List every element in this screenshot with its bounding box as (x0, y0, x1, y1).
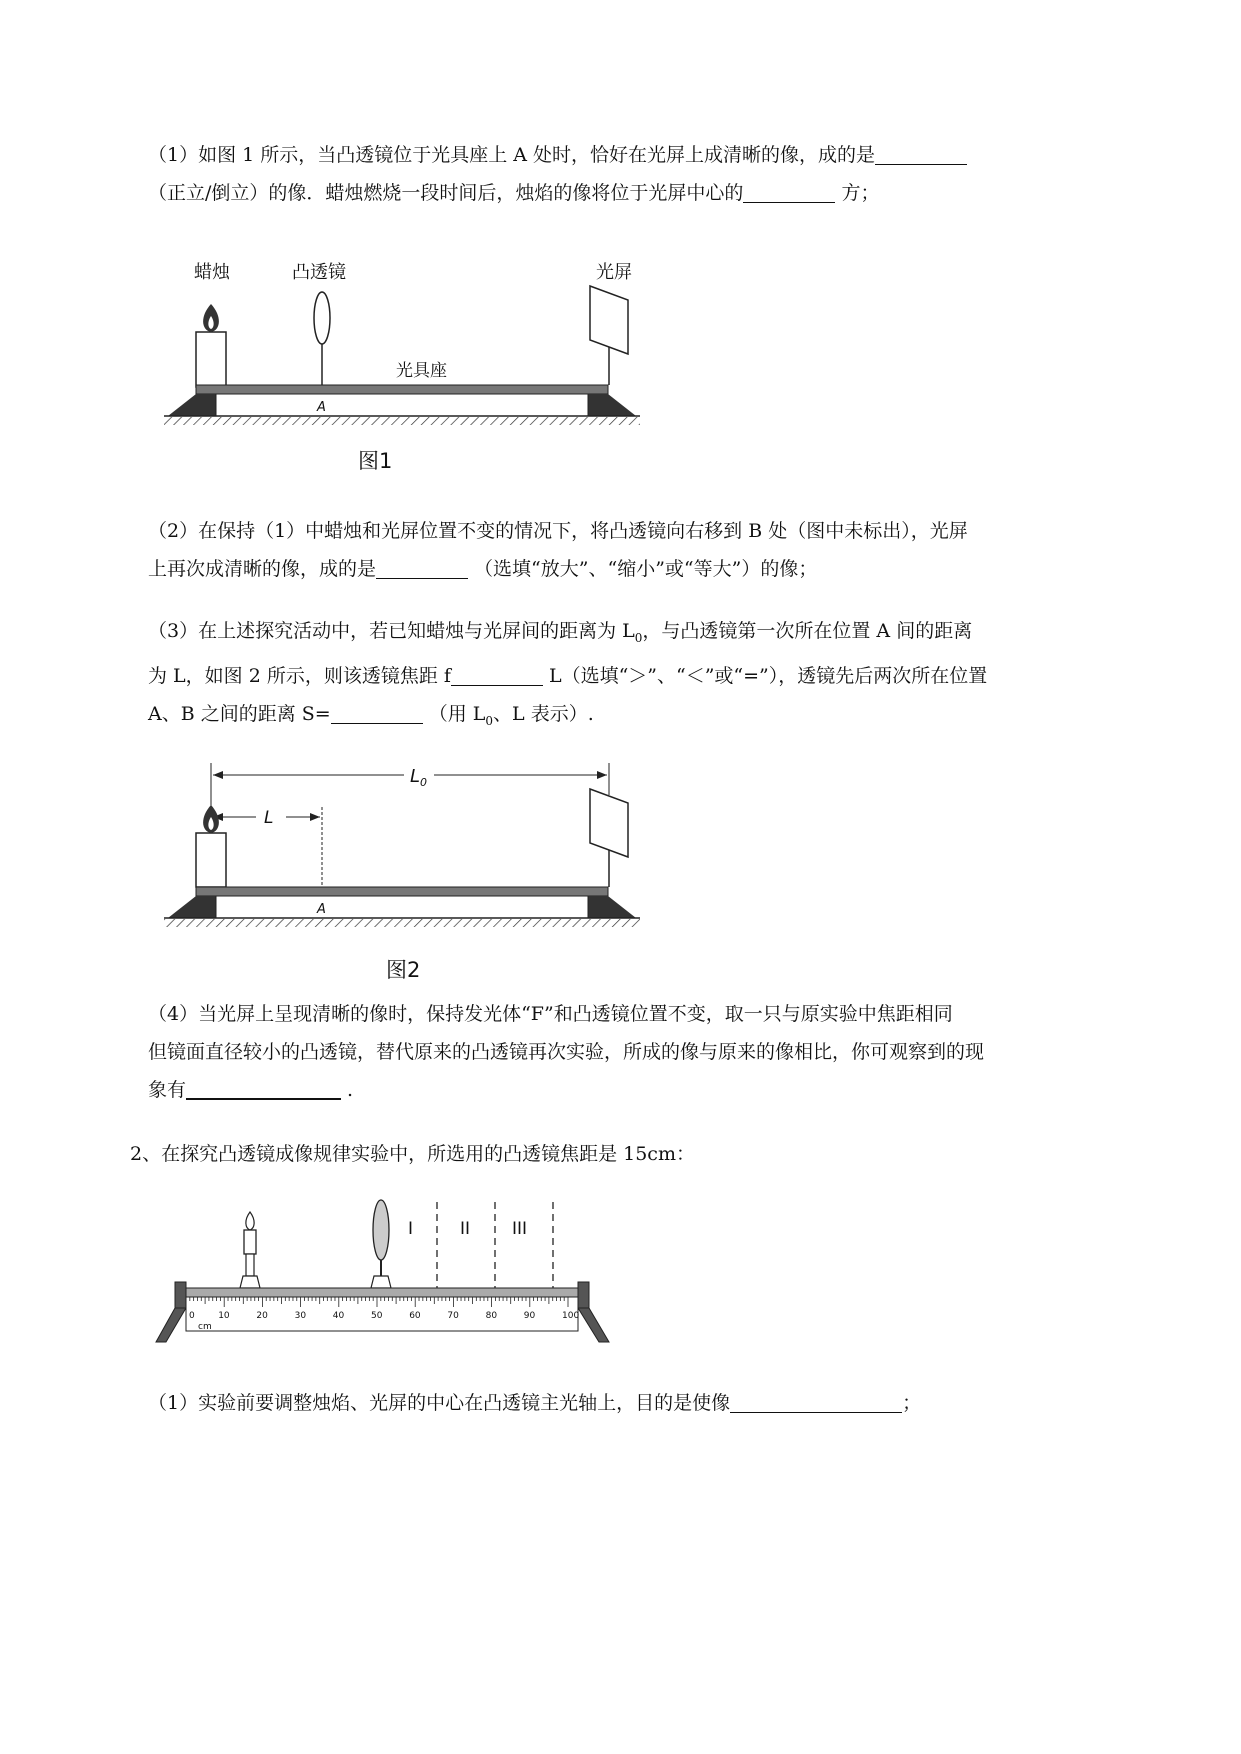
answer-blank-distance-s[interactable] (331, 699, 423, 724)
ruler-tick-label: 40 (332, 1311, 345, 1321)
q1-part1-text-c: 方； (835, 182, 880, 204)
q1-part3-text-b2: L（选填“＞”、“＜”或“=”），透镜先后两次所在位置 (542, 664, 988, 687)
q1-part4-text-b: 但镜面直径较小的凸透镜，替代原来的凸透镜再次实验，所成的像与原来的像相比，你可观察到的现 (148, 1041, 985, 1063)
fig2-label-l: L (264, 808, 274, 828)
q1-part3-sub-a: 0 (634, 630, 643, 645)
ruler-tick-label: 60 (409, 1311, 421, 1321)
ruler-tick-label: 70 (447, 1311, 459, 1321)
q1-part3-text-a1: （3）在上述探究活动中，若已知蜡烛与光屏间的距离为 L (148, 620, 635, 642)
flame-icon (246, 1212, 254, 1230)
q2-part1-text-b: ； (902, 1392, 922, 1414)
ruler-tick-label: 100 (562, 1311, 580, 1321)
q1-part3-text-c1: A、B 之间的距离 S= (148, 702, 331, 725)
q2-intro-text: 2、在探究凸透镜成像规律实验中，所选用的凸透镜焦距是 15cm： (130, 1143, 695, 1165)
answer-blank-size[interactable] (376, 554, 468, 579)
ruler-tick-label: 0 (189, 1311, 195, 1321)
fig1-label-screen: 光屏 (596, 262, 632, 283)
answer-blank-focal-compare[interactable] (451, 661, 543, 686)
q1-part4-text-c: 象有 (148, 1079, 187, 1101)
ruler-tick-label: 50 (371, 1311, 383, 1321)
answer-blank-purpose[interactable] (730, 1388, 902, 1413)
region-label-2: II (460, 1219, 471, 1239)
figure-2 (160, 755, 650, 990)
ruler-tick-label: 10 (218, 1311, 230, 1321)
fig1-label-point-a: A (317, 400, 326, 415)
q1-part4-text-a: （4）当光屏上呈现清晰的像时，保持发光体“F”和凸透镜位置不变，取一只与原实验中焦距相同 (148, 1003, 953, 1025)
q1-part3-text-c3: 、L 表示）. (493, 702, 594, 725)
bench-rail (196, 385, 608, 394)
q1-part1 (148, 136, 1148, 212)
q2-part1 (148, 1384, 1148, 1422)
q1-part1-text-a: （1）如图 1 所示，当凸透镜位于光具座上 A 处时，恰好在光屏上成清晰的像，成的是 (148, 144, 876, 166)
ruler-tick-label: 30 (294, 1311, 307, 1321)
fig2-label-point-a: A (317, 902, 326, 917)
q1-part2-text-c: （选填“放大”、“缩小”或“等大”）的像； (468, 558, 818, 580)
q1-part3-text-c2: （用 L (422, 702, 486, 725)
q2-part1-text-a: （1）实验前要调整烛焰、光屏的中心在凸透镜主光轴上，目的是使像 (148, 1392, 731, 1414)
fig2-label-l0: L (410, 766, 421, 787)
q1-part3-sub-c: 0 (485, 713, 494, 728)
candle-body (196, 332, 226, 387)
q1-part3-text-a2: ，与凸透镜第一次所在位置 A 间的距离 (642, 620, 973, 642)
ruler-tick-label: 90 (523, 1311, 536, 1321)
region-label-3: III (512, 1219, 528, 1239)
q2-intro (130, 1135, 1130, 1173)
answer-blank-orientation[interactable] (875, 140, 967, 165)
ruler-unit: cm (198, 1322, 212, 1332)
q1-part3-text-b1: 为 L，如图 2 所示，则该透镜焦距 f (148, 664, 451, 687)
answer-blank-direction[interactable] (743, 178, 835, 203)
ruler-tick-label: 20 (256, 1311, 268, 1321)
candle-body (196, 833, 226, 887)
q1-part2-text-b: 上再次成清晰的像，成的是 (148, 558, 377, 580)
fig2-caption: 图2 (386, 958, 421, 982)
candle-body (244, 1230, 256, 1254)
fig1-caption: 图1 (358, 449, 393, 473)
fig2-label-l0-sub: 0 (420, 776, 428, 789)
fig1-label-candle: 蜡烛 (194, 262, 230, 283)
q1-part3 (148, 612, 1148, 740)
ruler-tick-label: 80 (485, 1311, 498, 1321)
figure-1 (160, 250, 650, 480)
figure-3 (150, 1190, 630, 1365)
q1-part2 (148, 512, 1148, 588)
answer-blank-observation[interactable] (186, 1074, 341, 1100)
q1-part2-text-a: （2）在保持（1）中蜡烛和光屏位置不变的情况下，将凸透镜向右移到 B 处（图中未标出），光屏 (148, 520, 968, 542)
q1-part4-text-d: . (341, 1079, 354, 1101)
lens-shape (373, 1200, 389, 1260)
optical-bench-rail (186, 1288, 578, 1297)
q1-part1-text-b: （正立/倒立）的像．蜡烛燃烧一段时间后，烛焰的像将位于光屏中心的 (148, 182, 744, 204)
bench-rail (196, 887, 608, 896)
lens-shape (314, 292, 330, 344)
region-label-1: I (408, 1219, 414, 1239)
fig1-label-bench: 光具座 (396, 361, 447, 381)
screen-shape (590, 789, 628, 857)
q1-part4 (148, 995, 1148, 1109)
fig1-label-lens: 凸透镜 (292, 262, 346, 283)
screen-shape (590, 286, 628, 354)
